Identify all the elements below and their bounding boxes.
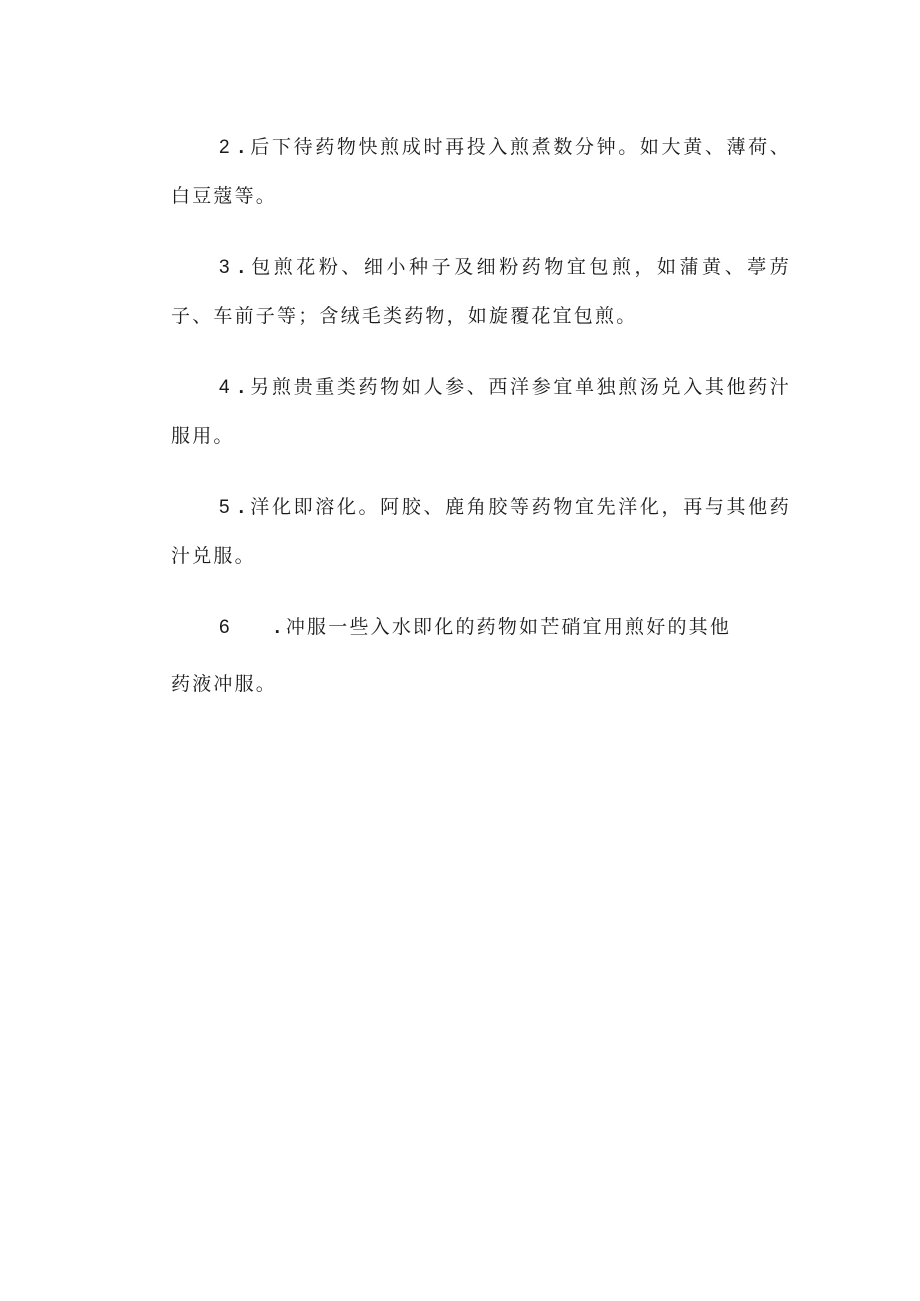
item-marker: . [238,137,244,158]
item-marker: . [238,377,244,398]
item-text: 洋化即溶化。阿胶、鹿角胶等药物宜先洋化，再与其他药汁兑服。 [171,496,791,567]
item-number: 6 [219,617,230,638]
list-item-3 [171,243,791,340]
list-item-6-continuation: 药液冲服。 [171,673,278,695]
item-number: 2 [219,137,230,158]
item-number: 4 [219,377,230,398]
item-text: 冲服一些入水即化的药物如芒硝宜用煎好的其他 [285,616,732,638]
item-marker: . [238,497,244,518]
item-marker: . [274,617,280,638]
item-number: 5 [219,497,230,518]
list-item-4 [171,363,791,460]
list-item-5 [171,483,791,580]
list-item-2 [171,123,791,220]
item-text: 另煎贵重类药物如人参、西洋参宜单独煎汤兑入其他药汁服用。 [171,376,791,447]
document-body [171,123,791,708]
item-number: 3 [219,257,230,278]
item-marker: . [238,257,244,278]
item-text: 包煎花粉、细小种子及细粉药物宜包煎，如蒲黄、葶苈子、车前子等；含绒毛类药物，如旋覆花宜包煎。 [171,256,791,327]
item-text: 后下待药物快煎成时再投入煎煮数分钟。如大黄、薄荷、白豆蔻等。 [171,136,791,207]
list-item-6 [171,603,791,652]
